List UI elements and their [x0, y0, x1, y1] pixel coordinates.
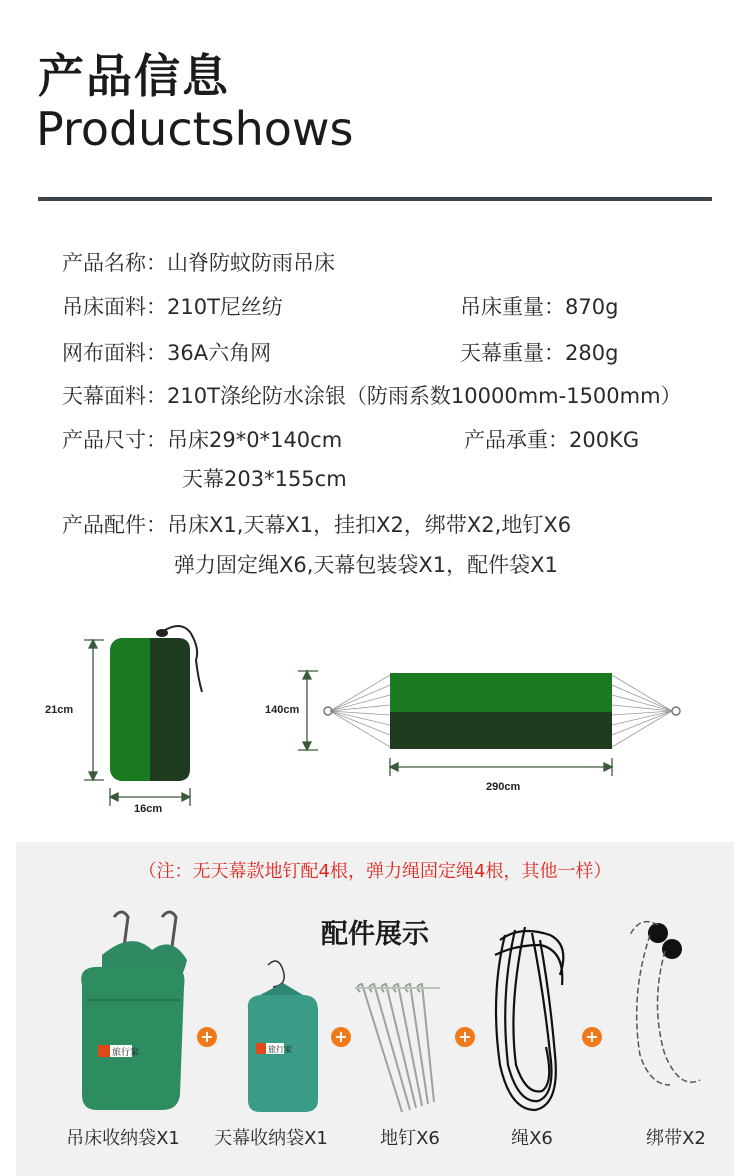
spec-hammock-weight: 吊床重量：870g: [460, 295, 619, 319]
accessory-label-hammock-bag: 吊床收纳袋X1: [66, 1128, 180, 1149]
hammock-bag-brand: 旅行家: [112, 1047, 140, 1057]
accessory-label-rope: 绳X6: [511, 1128, 553, 1149]
plus-icon: +: [331, 1027, 351, 1047]
header-divider: [38, 197, 712, 201]
bag-width-label: 16cm: [134, 803, 163, 815]
page-title-en: Productshows: [36, 102, 354, 156]
spec-accessories-line2: 弹力固定绳X6,天幕包装袋X1，配件袋X1: [174, 553, 558, 577]
plus-icon: +: [197, 1027, 217, 1047]
spec-mesh-fabric: 网布面料：36A六角网: [62, 341, 272, 365]
accessory-label-stakes: 地钉X6: [380, 1128, 440, 1149]
spec-tarp-weight: 天幕重量：280g: [460, 341, 619, 365]
accessories-note: （注：无天幕款地钉配4根，弹力绳固定绳4根，其他一样）: [138, 861, 612, 882]
hammock-illustration: [324, 673, 680, 749]
hammock-bag-icon: [62, 905, 192, 1115]
spec-size-line1: 产品尺寸：吊床29*0*140cm: [62, 428, 343, 452]
tree-strap-icon: [610, 905, 720, 1095]
accessory-label-tarp-bag: 天幕收纳袋X1: [214, 1128, 328, 1149]
tarp-bag-icon: [238, 955, 328, 1115]
spec-name: 产品名称：山脊防蚊防雨吊床: [62, 251, 335, 275]
spec-tarp-fabric: 天幕面料：210T涤纶防水涂银（防雨系数10000mm-1500mm）: [62, 384, 682, 408]
tarp-bag-brand: 旅行家: [268, 1045, 292, 1054]
spec-size-line2: 天幕203*155cm: [182, 467, 347, 491]
rope-icon: [480, 915, 580, 1115]
accessories-title: 配件展示: [321, 919, 429, 950]
plus-icon: +: [582, 1027, 602, 1047]
dimension-diagram: [0, 600, 750, 830]
spec-accessories-line1: 产品配件：吊床X1,天幕X1，挂扣X2，绑带X2,地钉X6: [62, 513, 572, 537]
spec-load: 产品承重：200KG: [464, 428, 640, 452]
ground-stake-icon: [350, 980, 450, 1115]
hammock-length-label: 290cm: [486, 781, 521, 793]
storage-bag-illustration: [110, 626, 202, 781]
accessory-label-straps: 绑带X2: [646, 1128, 706, 1149]
page-title-cn: 产品信息: [38, 49, 230, 103]
bag-height-label: 21cm: [45, 704, 74, 716]
hammock-height-label: 140cm: [265, 704, 300, 716]
spec-hammock-fabric: 吊床面料：210T尼丝纺: [62, 295, 283, 319]
plus-icon: +: [455, 1027, 475, 1047]
